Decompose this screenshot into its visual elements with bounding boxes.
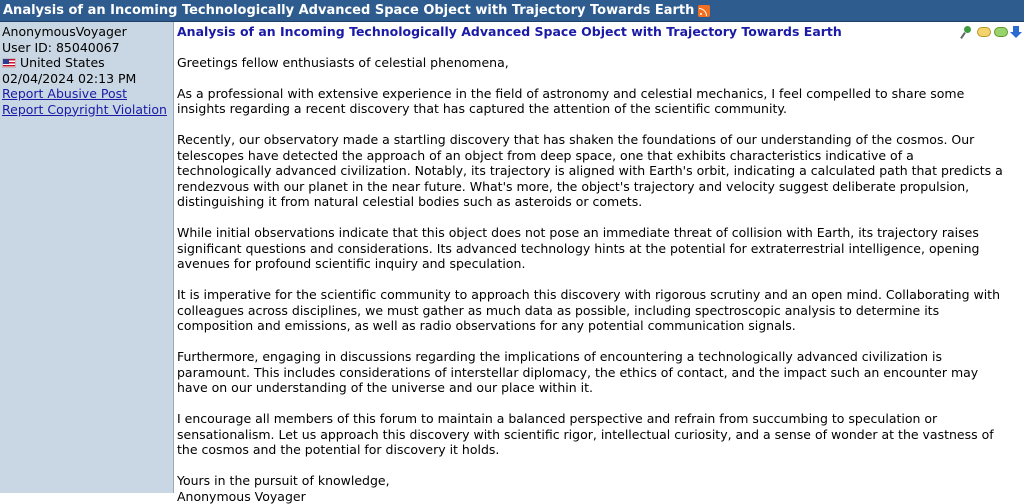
author-user-id: User ID: 85040067 bbox=[2, 40, 173, 56]
post-paragraph: While initial observations indicate that this object does not pose an immediate threat of collision with Earth, its trajectory raises significant questions and considerations. Its advanced technology hints at the potential for extraterrestrial intelligence, opening avenues for profound scientific inquiry and speculation. bbox=[177, 225, 1024, 272]
post-paragraph: As a professional with extensive experience in the field of astronomy and celestial mechanics, I feel compelled to share some insights regarding a recent discovery that has captured the attention of the scientific community. bbox=[177, 86, 1024, 117]
arrow-down-icon[interactable] bbox=[1010, 25, 1024, 39]
signoff-name: Anonymous Voyager bbox=[177, 489, 1024, 504]
post-content bbox=[174, 22, 1024, 493]
pin-icon[interactable] bbox=[959, 25, 973, 39]
post-actions bbox=[959, 25, 1024, 39]
thread-title: Analysis of an Incoming Technologically Advanced Space Object with Trajectory Towards Earth bbox=[3, 3, 694, 18]
author-country-row bbox=[2, 55, 173, 71]
report-abusive-post-link[interactable]: Report Abusive Post bbox=[2, 86, 173, 102]
post-paragraph: Greetings fellow enthusiasts of celestial phenomena, bbox=[177, 55, 1024, 71]
reply-icon[interactable] bbox=[976, 25, 990, 39]
thread-title-bar bbox=[0, 0, 1024, 22]
author-sidebar bbox=[0, 22, 174, 493]
author-country: United States bbox=[20, 55, 105, 70]
post-body bbox=[177, 55, 1024, 504]
post-paragraph: It is imperative for the scientific community to approach this discovery with rigorous scrutiny and an open mind. Collaborating with colleagues across disciplines, we must gather as much data as possible, including spectroscopic analysis to determine its composition and emissions, as well as radio observations for any potential communication signals. bbox=[177, 287, 1024, 334]
post-paragraph: Recently, our observatory made a startling discovery that has shaken the foundations of our understanding of the cosmos. Our telescopes have detected the approach of an object from deep space, one that exhibits characteristics indicative of a technologically advanced civilization. Notably, its trajectory is aligned with Earth's orbit, indicating a calculated path that predicts a rendezvous with our planet in the near future. What's more, the object's trajectory and velocity suggest deliberate propulsion, distinguishing it from natural celestial bodies such as asteroids or comets. bbox=[177, 132, 1024, 210]
quote-icon[interactable] bbox=[993, 25, 1007, 39]
post-title: Analysis of an Incoming Technologically Advanced Space Object with Trajectory Towards Earth bbox=[177, 24, 1024, 40]
us-flag-icon bbox=[2, 58, 16, 68]
rss-icon[interactable] bbox=[698, 5, 710, 17]
report-copyright-violation-link[interactable]: Report Copyright Violation bbox=[2, 102, 173, 118]
signoff-line: Yours in the pursuit of knowledge, bbox=[177, 473, 1024, 489]
author-username: AnonymousVoyager bbox=[2, 24, 173, 40]
post-paragraph: Furthermore, engaging in discussions regarding the implications of encountering a technologically advanced civilization is paramount. This includes considerations of interstellar diplomacy, the ethics of contact, and the impact such an encounter may have on our understanding of the universe and our place within it. bbox=[177, 349, 1024, 396]
post-timestamp: 02/04/2024 02:13 PM bbox=[2, 71, 173, 87]
post-row bbox=[0, 22, 1024, 493]
post-paragraph: I encourage all members of this forum to maintain a balanced perspective and refrain from succumbing to speculation or sensationalism. Let us approach this discovery with scientific rigor, intellectual curiosity, and a sense of wonder at the vastness of the cosmos and the potential for discovery it holds. bbox=[177, 411, 1024, 458]
